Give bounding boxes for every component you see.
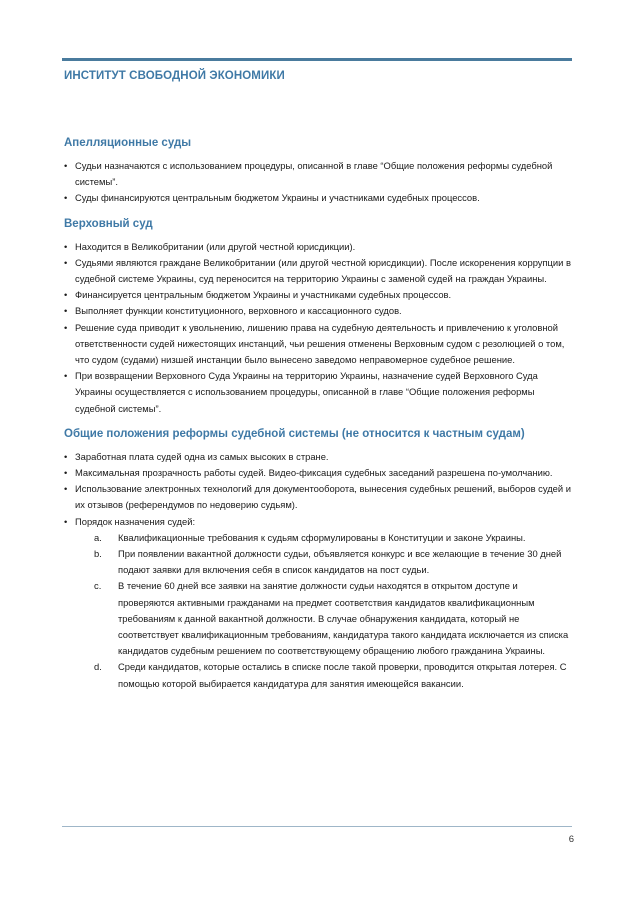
sub-list-marker: c. xyxy=(94,580,102,592)
list-item: • При возвращении Верховного Суда Украины на территорию Украины, назначение судей Верховного Суда Украины осуществляется с использованием процедуры, описанной в главе “Общие положения реформы судебной системы”. xyxy=(64,368,576,417)
section-supreme-court xyxy=(64,217,576,417)
sub-list-text: В течение 60 дней все заявки на занятие должности судьи находятся в открытом доступе и проверяются активными гражданами на предмет соответствия кандидатов квалификационным требованиям к данной вакантной должности. В случае обнаружения кандидата, который не соответствует квалификационным требованиям, кандидатура такого кандидата исключается из списка кандидатов судебным решением по соответствующему обращению любого гражданина Украины. xyxy=(118,580,569,657)
sub-list-marker: d. xyxy=(94,661,102,673)
list-item: • Находится в Великобритании (или другой честной юрисдикции). xyxy=(64,239,576,255)
bullet-list xyxy=(64,239,576,417)
header-divider xyxy=(62,58,572,61)
section-title: Верховный суд xyxy=(64,217,153,230)
appointment-steps-list xyxy=(64,530,576,692)
sub-list-item xyxy=(64,546,576,578)
bullet-list xyxy=(64,158,576,207)
document-header-title: ИНСТИТУТ СВОБОДНОЙ ЭКОНОМИКИ xyxy=(64,70,285,82)
list-item: • Максимальная прозрачность работы судей. Видео-фиксация судебных заседаний разрешена по-умолчанию. xyxy=(64,465,576,481)
sub-list-item xyxy=(64,530,576,546)
sub-list-item xyxy=(64,659,576,691)
sub-list-text: При появлении вакантной должности судьи, объявляется конкурс и все желающие в течение 30 дней подают заявки для включения себя в список кандидатов на пост судьи. xyxy=(118,548,562,576)
list-item: • Выполняет функции конституционного, верховного и кассационного судов. xyxy=(64,303,576,319)
list-item: • Использование электронных технологий для документооборота, вынесения судебных решений, выборов судей и их отзывов (референдумов по недоверию судьям). xyxy=(64,481,576,513)
sub-list-item xyxy=(64,578,576,659)
list-item: • Порядок назначения судей: xyxy=(64,514,576,530)
document-body xyxy=(64,136,576,692)
sub-list-marker: a. xyxy=(94,531,102,543)
bullet-list xyxy=(64,449,576,530)
list-item: • Решение суда приводит к увольнению, лишению права на судебную деятельность и привлечению к уголовной ответственности судей нижестоящих инстанций, чьи решения отменены Верховным судом с резолюцией о том, что судом (судами) низшей инстанции было вынесено заведомо неправомерное судебное решение. xyxy=(64,320,576,369)
section-general-reform xyxy=(64,427,576,692)
section-title: Общие положения реформы судебной системы (не относится к частным судам) xyxy=(64,427,525,440)
list-item: • Суды финансируются центральным бюджетом Украины и участниками судебных процессов. xyxy=(64,190,576,206)
list-item: • Судьями являются граждане Великобритании (или другой честной юрисдикции). После искоренения коррупции в судебной системе Украины, суд переносится на территорию Украины с заменой судей на граждан Украины. xyxy=(64,255,576,287)
sub-list-text: Среди кандидатов, которые остались в списке после такой проверки, проводится открытая лотерея. С помощью которой выбирается кандидатура для занятия имеющейся вакансии. xyxy=(118,661,567,689)
list-item: • Финансируется центральным бюджетом Украины и участниками судебных процессов. xyxy=(64,287,576,303)
section-appeal-courts xyxy=(64,136,576,207)
list-item: • Судьи назначаются с использованием процедуры, описанной в главе “Общие положения реформы судебной системы”. xyxy=(64,158,576,190)
footer-divider xyxy=(62,826,572,827)
page-number: 6 xyxy=(568,834,574,845)
sub-list-text: Квалификационные требования к судьям сформулированы в Конституции и законе Украины. xyxy=(118,531,526,543)
sub-list-marker: b. xyxy=(94,548,102,560)
list-item: • Заработная плата судей одна из самых высоких в стране. xyxy=(64,449,576,465)
section-title: Апелляционные суды xyxy=(64,137,192,149)
